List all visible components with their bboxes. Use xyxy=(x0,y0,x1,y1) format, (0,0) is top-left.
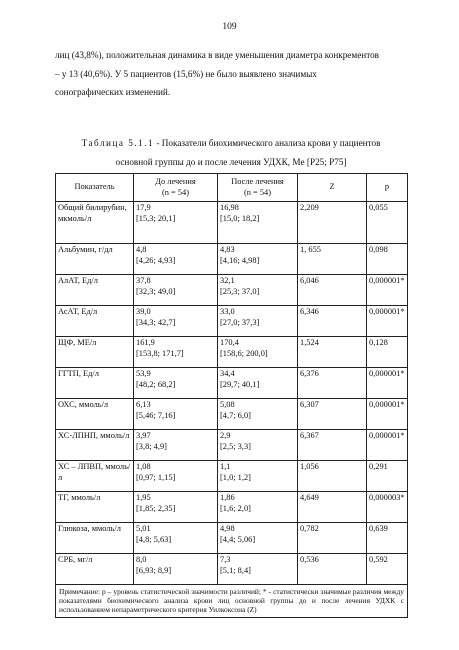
caption-line-2: основной группы до и после лечения УДХК, Me [P25; P75] xyxy=(115,156,347,167)
header-after: После лечения (n = 54) xyxy=(218,174,298,202)
cell-z: 4,649 xyxy=(298,492,367,523)
cell-indicator: ГГТП, Ед/л xyxy=(56,368,134,399)
table-caption xyxy=(55,134,407,171)
table-row xyxy=(56,461,408,492)
cell-before: 39,0 [34,3; 42,7] xyxy=(134,306,218,337)
header-p: p xyxy=(367,174,408,202)
cell-before: 37,8 [32,3; 49,0] xyxy=(134,275,218,306)
cell-p: 0,128 xyxy=(367,337,408,368)
cell-z: 1,524 xyxy=(298,337,367,368)
cell-after: 170,4 [158,6; 200,0] xyxy=(218,337,298,368)
table-row xyxy=(56,368,408,399)
cell-indicator: ТГ, ммоль/л xyxy=(56,492,134,523)
cell-after: 16,98 [15,0; 18,2] xyxy=(218,202,298,244)
header-z: Z xyxy=(298,174,367,202)
cell-after: 4,98 [4,4; 5,06] xyxy=(218,523,298,554)
cell-z: 6,346 xyxy=(298,306,367,337)
cell-p: 0,639 xyxy=(367,523,408,554)
cell-indicator: Глюкоза, ммоль/л xyxy=(56,523,134,554)
cell-indicator: СРБ, мг/л xyxy=(56,554,134,585)
cell-before: 1,95 [1,85; 2,35] xyxy=(134,492,218,523)
cell-indicator: ЩФ, МЕ/л xyxy=(56,337,134,368)
cell-z: 6,046 xyxy=(298,275,367,306)
cell-indicator: АлАТ, Ед/л xyxy=(56,275,134,306)
cell-z: 6,307 xyxy=(298,399,367,430)
cell-p: 0,000001* xyxy=(367,430,408,461)
cell-p: 0,000001* xyxy=(367,399,408,430)
cell-before: 17,9 [15,3; 20,1] xyxy=(134,202,218,244)
cell-z: 6,376 xyxy=(298,368,367,399)
cell-before: 6,13 [5,46; 7,16] xyxy=(134,399,218,430)
caption-label: Таблица 5.1.1 xyxy=(81,138,155,148)
cell-after: 5,08 [4,7; 6,0] xyxy=(218,399,298,430)
cell-after: 34,4 [29,7; 40,1] xyxy=(218,368,298,399)
cell-before: 4,8 [4,26; 4,93] xyxy=(134,244,218,275)
table-row xyxy=(56,306,408,337)
cell-p: 0,000003* xyxy=(367,492,408,523)
table-note: Примечание: p – уровень статистической значимости различий; * - статистически значимые различия между показателями биохимического анализа крови лиц основной группы до и после лечения УДХК с использованием непараметрического критерия Уилкоксона (Z) xyxy=(56,585,408,618)
paragraph-line: сонографических изменений. xyxy=(55,87,171,97)
table-row xyxy=(56,492,408,523)
table-header-row xyxy=(56,174,408,202)
cell-p: 0,000001* xyxy=(367,306,408,337)
cell-z: 1, 655 xyxy=(298,244,367,275)
table-row xyxy=(56,244,408,275)
cell-before: 53,9 [48,2; 68,2] xyxy=(134,368,218,399)
cell-z: 0,782 xyxy=(298,523,367,554)
cell-indicator: АсАТ, Ед/л xyxy=(56,306,134,337)
cell-indicator: Общий билирубин, мкмоль/л xyxy=(56,202,134,244)
cell-p: 0,592 xyxy=(367,554,408,585)
cell-before: 5,01 [4,8; 5,63] xyxy=(134,523,218,554)
table-row xyxy=(56,337,408,368)
cell-after: 7,3 [5,1; 8,4] xyxy=(218,554,298,585)
table-note-row xyxy=(56,585,408,618)
paragraph-line: лиц (43,8%), положительная динамика в виде уменьшения диаметра конкрементов xyxy=(55,50,380,60)
cell-after: 2,9 [2,5; 3,3] xyxy=(218,430,298,461)
table-row xyxy=(56,430,408,461)
cell-before: 8,0 [6,93; 8,9] xyxy=(134,554,218,585)
cell-indicator: ОХС, ммоль/л xyxy=(56,399,134,430)
table-row xyxy=(56,554,408,585)
cell-before: 1,08 [0,97; 1,15] xyxy=(134,461,218,492)
body-paragraph xyxy=(55,46,407,102)
cell-after: 4,83 [4,16; 4,98] xyxy=(218,244,298,275)
cell-p: 0,000001* xyxy=(367,368,408,399)
cell-after: 1,86 [1,6; 2,0] xyxy=(218,492,298,523)
caption-title: - Показатели биохимического анализа крови у пациентов xyxy=(154,138,381,148)
table-row xyxy=(56,523,408,554)
cell-indicator: Альбумин, г/дл xyxy=(56,244,134,275)
cell-z: 6,367 xyxy=(298,430,367,461)
paragraph-line: – у 13 (40,6%). У 5 пациентов (15,6%) не было выявлено значимых xyxy=(55,68,317,79)
page-number: 109 xyxy=(222,22,237,32)
table-row xyxy=(56,202,408,244)
header-before: До лечения (n = 54) xyxy=(134,174,218,202)
caption-line-1 xyxy=(55,134,407,153)
cell-p: 0,000001* xyxy=(367,275,408,306)
cell-p: 0,055 xyxy=(367,202,408,244)
cell-p: 0,098 xyxy=(367,244,408,275)
header-indicator: Показатель xyxy=(56,174,134,202)
cell-indicator: ХС – ЛПВП, ммоль/л xyxy=(56,461,134,492)
cell-before: 3,97 [3,8; 4,9] xyxy=(134,430,218,461)
cell-after: 1,1 [1,0; 1,2] xyxy=(218,461,298,492)
cell-indicator: ХС-ЛПНП, ммоль/л xyxy=(56,430,134,461)
cell-z: 0,536 xyxy=(298,554,367,585)
table-row xyxy=(56,399,408,430)
cell-after: 32,1 [25,3; 37,0] xyxy=(218,275,298,306)
cell-before: 161,9 [153,8; 171,7] xyxy=(134,337,218,368)
cell-p: 0,291 xyxy=(367,461,408,492)
cell-z: 1,056 xyxy=(298,461,367,492)
table-row xyxy=(56,275,408,306)
cell-z: 2,209 xyxy=(298,202,367,244)
biochemistry-table xyxy=(55,173,408,618)
cell-after: 33,0 [27,0; 37,3] xyxy=(218,306,298,337)
